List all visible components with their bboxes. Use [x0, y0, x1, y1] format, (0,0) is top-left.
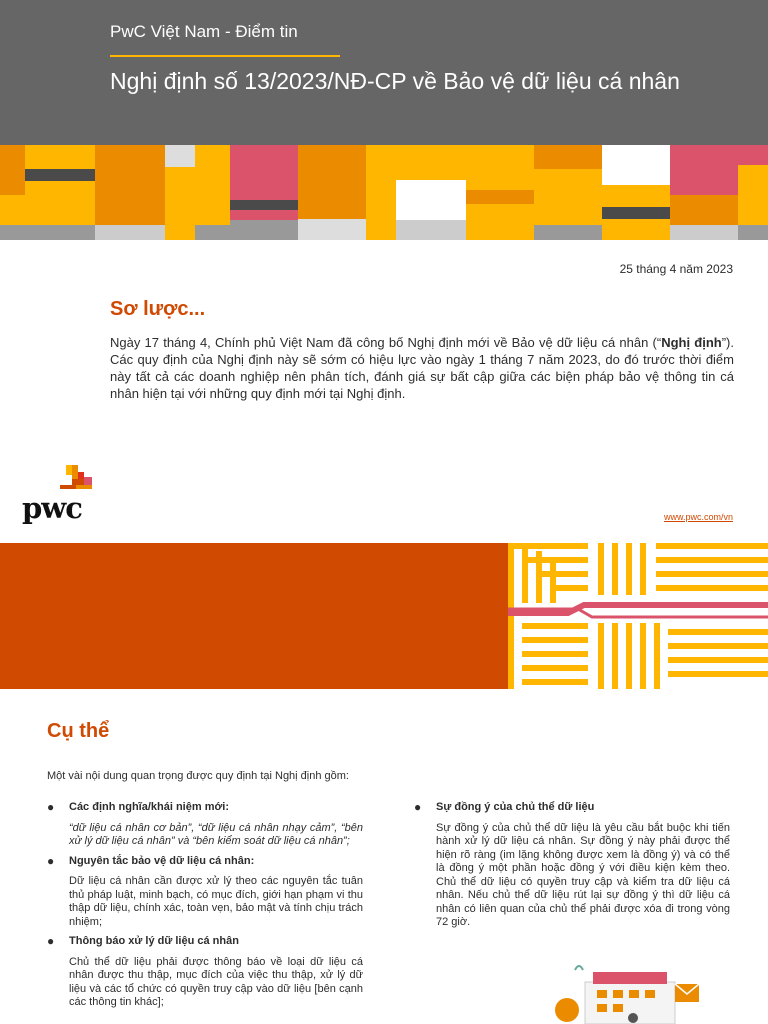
summary-term: Nghị định	[661, 335, 722, 350]
list-item-heading: Nguyên tắc bảo vệ dữ liệu cá nhân:	[69, 854, 255, 867]
list-item	[47, 935, 363, 1010]
brand-title: PwC Việt Nam - Điểm tin	[110, 22, 298, 41]
list-item-heading: Thông báo xử lý dữ liệu cá nhân	[69, 935, 239, 947]
list-item-body: “dữ liệu cá nhân cơ bản”, “dữ liệu cá nhân nhạy cảm”, “bên xử lý dữ liệu cá nhân” và “bên kiểm soát dữ liệu cá nhân”;	[69, 821, 363, 847]
details-left-column	[47, 801, 363, 1016]
summary-text-end: ”). Các quy định của Nghị định này sẽ sớm có hiệu lực vào ngày 1 tháng 7 năm 2023, do đó trước thời điểm này tất cả các doanh nghiệp nên phân tích, đánh giá sự bất cập giữa các biện pháp bảo vệ thông tin cá nhân hiện tại với những quy định mới tại Nghị định.	[110, 335, 734, 401]
summary-paragraph	[110, 334, 734, 402]
pwc-logo	[22, 463, 102, 525]
maze-pattern-graphic	[508, 543, 768, 689]
list-item-body: Dữ liệu cá nhân cần được xử lý theo các nguyên tắc tuân thủ pháp luật, minh bạch, có mục đích, giới hạn phạm vi thu thập dữ liệu, chính xác, toàn vẹn, bảo mật và tính chịu trách nhiệm;	[69, 875, 363, 928]
list-item-body: Sự đồng ý của chủ thể dữ liệu là yêu cầu bắt buộc khi tiến hành xử lý dữ liệu cá nhân. Sự đồng ý này phải được thể hiện rõ ràng (im lặng không được xem là đồng ý) và có thể là đồng ý một phần hoặc đồng ý với điều kiện kèm theo. Chủ thể dữ liệu có quyền truy cập và kiểm tra dữ liệu cá nhân. Nếu chủ thể dữ liệu rút lại sự đồng ý thì dữ liệu cá nhân có liên quan của chủ thể phải được xóa đi trong vòng 72 giờ.	[436, 821, 730, 928]
publication-date: 25 tháng 4 năm 2023	[619, 262, 733, 276]
bullet-icon: ●	[47, 853, 55, 868]
details-heading: Cụ thể	[47, 720, 110, 742]
header-banner	[0, 0, 768, 145]
list-item-body: Chủ thể dữ liệu phải được thông báo về loại dữ liệu cá nhân được thu thập, mục đích của việc thu thập, xử lý dữ liệu và các tổ chức có quyền truy cập vào dữ liệu [bên cạnh các thông tin khác];	[69, 955, 363, 1008]
details-intro: Một vài nội dung quan trọng được quy định tại Nghị định gồm:	[47, 770, 349, 782]
document-title: Nghị định số 13/2023/NĐ-CP về Bảo vệ dữ liệu cá nhân	[110, 68, 680, 94]
pwc-logo-text: pwc	[22, 491, 82, 525]
orange-banner	[0, 543, 768, 689]
data-consent-illustration	[545, 962, 705, 1024]
decorative-pattern-band	[0, 145, 768, 240]
list-item	[414, 801, 730, 930]
website-link[interactable]: www.pwc.com/vn	[663, 512, 733, 522]
list-item-heading: Sự đồng ý của chủ thể dữ liệu	[436, 801, 595, 813]
details-right-column	[414, 801, 730, 936]
brand-divider	[110, 55, 340, 57]
summary-text-start: Ngày 17 tháng 4, Chính phủ Việt Nam đã công bố Nghị định mới về Bảo vệ dữ liệu cá nhân (“	[110, 335, 662, 350]
list-item	[47, 855, 363, 930]
list-item	[47, 801, 363, 849]
bullet-icon: ●	[47, 800, 55, 814]
bullet-icon: ●	[414, 800, 422, 814]
summary-heading: Sơ lược...	[110, 298, 206, 320]
bullet-icon: ●	[47, 934, 55, 948]
list-item-heading: Các định nghĩa/khái niệm mới:	[69, 801, 230, 813]
